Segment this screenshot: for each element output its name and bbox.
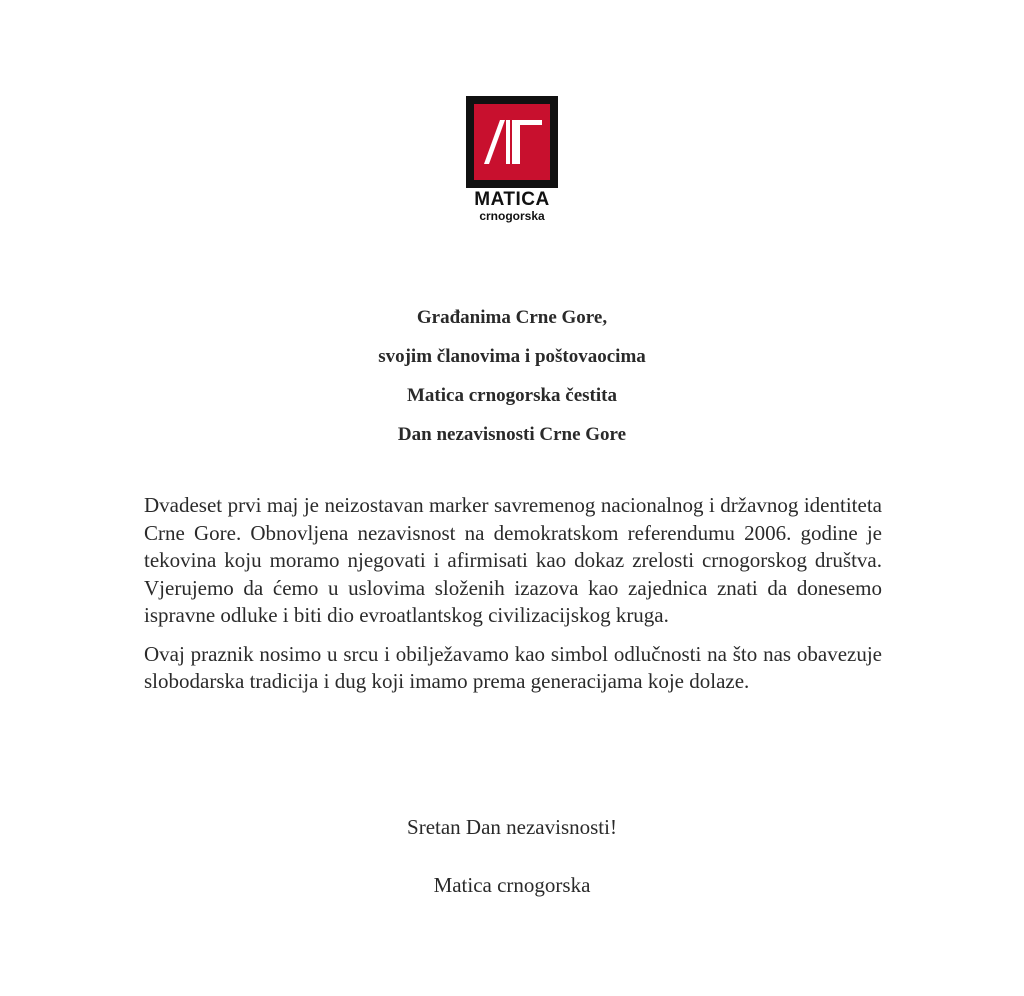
greeting-block (0, 298, 1024, 454)
logo-field (474, 104, 550, 180)
logo-word-crnogorska: crnogorska (479, 209, 545, 223)
greeting-line: Dan nezavisnosti Crne Gore (397, 424, 627, 445)
greeting-line: Građanima Crne Gore, (416, 307, 608, 328)
closing-wish: Sretan Dan nezavisnosti! (407, 815, 617, 839)
matica-logo (466, 96, 558, 228)
signature: Matica crnogorska (433, 873, 591, 897)
logo-frame (466, 96, 558, 188)
greeting-line: svojim članovima i poštovaocima (378, 346, 646, 367)
matica-m-logo-icon (474, 104, 550, 180)
body-paragraph: Dvadeset prvi maj je neizostavan marker savremenog nacionalnog i državnog identiteta Crne Gore. Obnovljena nezavisnost na demokratskom referendumu 2006. godine je tekovina koju moramo njegovati i afirmisati kao dokaz zrelosti crnogorskog društva. Vjerujemo da ćemo u uslovima složenih izazova kao zajednica znati da donesemo ispravne odluke i biti dio evroatlantskog civilizacijskog kruga. (144, 493, 882, 627)
letter-body (144, 492, 882, 707)
body-paragraph: Ovaj praznik nosimo u srcu i obilježavamo kao simbol odlučnosti na što nas obavezuje slobodarska tradicija i dug koji imamo prema generacijama koje dolaze. (144, 641, 882, 693)
logo-word-matica: MATICA (474, 189, 550, 210)
greeting-line: Matica crnogorska čestita (407, 385, 617, 406)
